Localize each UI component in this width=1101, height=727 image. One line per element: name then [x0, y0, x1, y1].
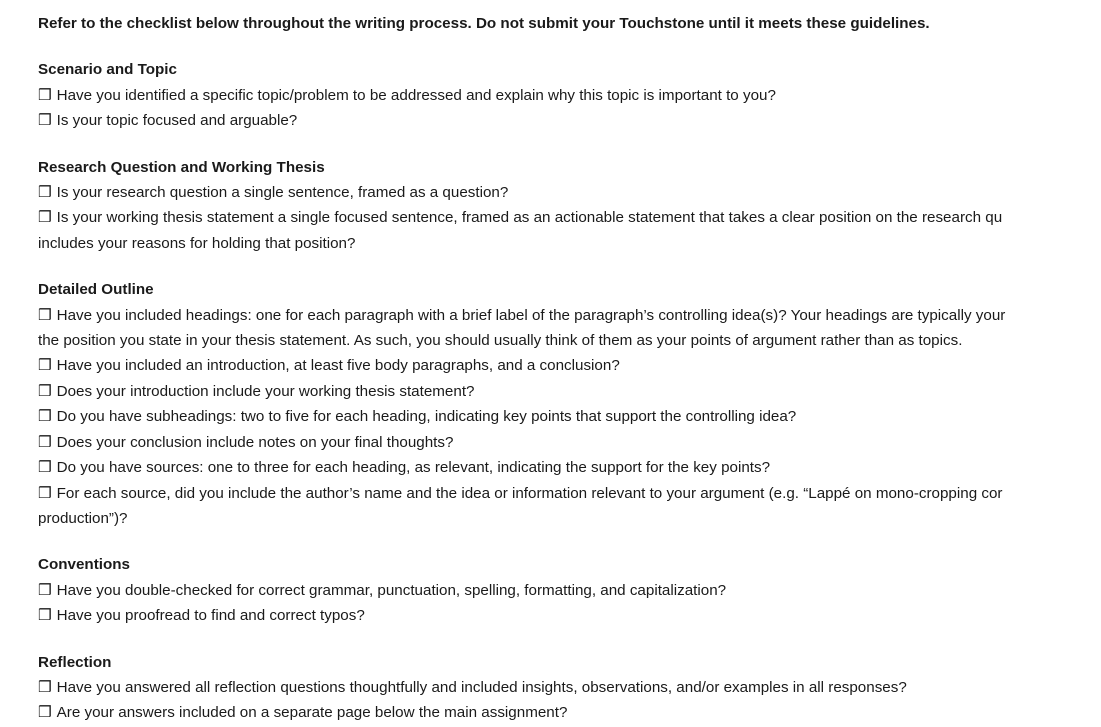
section-heading: Scenario and Topic	[38, 61, 177, 79]
checkbox-icon: ❒	[38, 581, 52, 599]
checklist-item-text: Is your topic focused and arguable?	[56, 112, 298, 130]
checkbox-icon: ❒	[38, 408, 52, 426]
checklist-item	[38, 603, 1101, 628]
checklist-item-continuation: the position you state in your thesis statement. As such, you should usually think of them as your points of argument rather than as topics.	[38, 332, 963, 350]
checklist-item-text: Have you proofread to find and correct typos?	[56, 607, 365, 625]
section-conventions	[38, 552, 1101, 628]
checklist-item-text: Have you included an introduction, at least five body paragraphs, and a conclusion?	[56, 357, 620, 375]
section-heading: Conventions	[38, 556, 130, 574]
section-research-question	[38, 155, 1101, 257]
section-scenario-and-topic	[38, 57, 1101, 133]
checklist-item-text: Have you included headings: one for each paragraph with a brief label of the paragraph’s controlling idea(s)? Your headings are typically your	[56, 306, 1006, 324]
checklist-item	[38, 379, 1101, 404]
checkbox-icon: ❒	[38, 607, 52, 625]
checklist-item-text: Does your introduction include your working thesis statement?	[56, 382, 475, 400]
checklist-item	[38, 180, 1101, 205]
checklist-item	[38, 481, 1101, 506]
checkbox-icon: ❒	[38, 678, 52, 696]
checkbox-icon: ❒	[38, 382, 52, 400]
checkbox-icon: ❒	[38, 112, 52, 130]
checklist-item-text: Have you answered all reflection questions thoughtfully and included insights, observations, and/or examples in all responses?	[56, 678, 907, 696]
checklist-item	[38, 675, 1101, 700]
checklist-item-text: Do you have sources: one to three for each heading, as relevant, indicating the support for the key points?	[56, 459, 771, 477]
checkbox-icon: ❒	[38, 704, 52, 722]
checkbox-icon: ❒	[38, 209, 52, 227]
checklist-item-text: Are your answers included on a separate page below the main assignment?	[56, 704, 568, 722]
section-heading: Detailed Outline	[38, 281, 154, 299]
checkbox-icon: ❒	[38, 484, 52, 502]
checklist-item-text: For each source, did you include the author’s name and the idea or information relevant to your argument (e.g. “Lappé on mono-cropping cor	[56, 484, 1003, 502]
checklist-item-text: Is your research question a single sentence, framed as a question?	[56, 184, 509, 202]
checkbox-icon: ❒	[38, 184, 52, 202]
checklist-item	[38, 578, 1101, 603]
checklist-item	[38, 404, 1101, 429]
checklist-item	[38, 353, 1101, 378]
checklist-document	[38, 11, 1101, 726]
checkbox-icon: ❒	[38, 433, 52, 451]
checklist-item-continuation: includes your reasons for holding that position?	[38, 234, 356, 252]
checklist-item	[38, 83, 1101, 108]
checkbox-icon: ❒	[38, 86, 52, 104]
checkbox-icon: ❒	[38, 306, 52, 324]
checklist-item-text: Is your working thesis statement a single focused sentence, framed as an actionable statement that takes a clear position on the research qu	[56, 209, 1003, 227]
checklist-item	[38, 108, 1101, 133]
checklist-item	[38, 700, 1101, 725]
checklist-item	[38, 455, 1101, 480]
checklist-item-text: Does your conclusion include notes on your final thoughts?	[56, 433, 454, 451]
checklist-item-text: Do you have subheadings: two to five for each heading, indicating key points that support the controlling idea?	[56, 408, 797, 426]
checklist-item	[38, 205, 1101, 230]
checklist-item	[38, 430, 1101, 455]
checklist-item-text: Have you identified a specific topic/problem to be addressed and explain why this topic is important to you?	[56, 86, 776, 104]
checkbox-icon: ❒	[38, 357, 52, 375]
section-heading: Reflection	[38, 653, 112, 671]
checklist-item-continuation: production”)?	[38, 509, 128, 527]
checklist-item	[38, 303, 1101, 328]
section-heading: Research Question and Working Thesis	[38, 158, 325, 176]
checkbox-icon: ❒	[38, 459, 52, 477]
checklist-item-text: Have you double-checked for correct grammar, punctuation, spelling, formatting, and capitalization?	[56, 581, 727, 599]
section-detailed-outline	[38, 277, 1101, 531]
section-reflection	[38, 650, 1101, 726]
intro-instruction: Refer to the checklist below throughout the writing process. Do not submit your Touchstone until it meets these guidelines.	[38, 15, 930, 32]
